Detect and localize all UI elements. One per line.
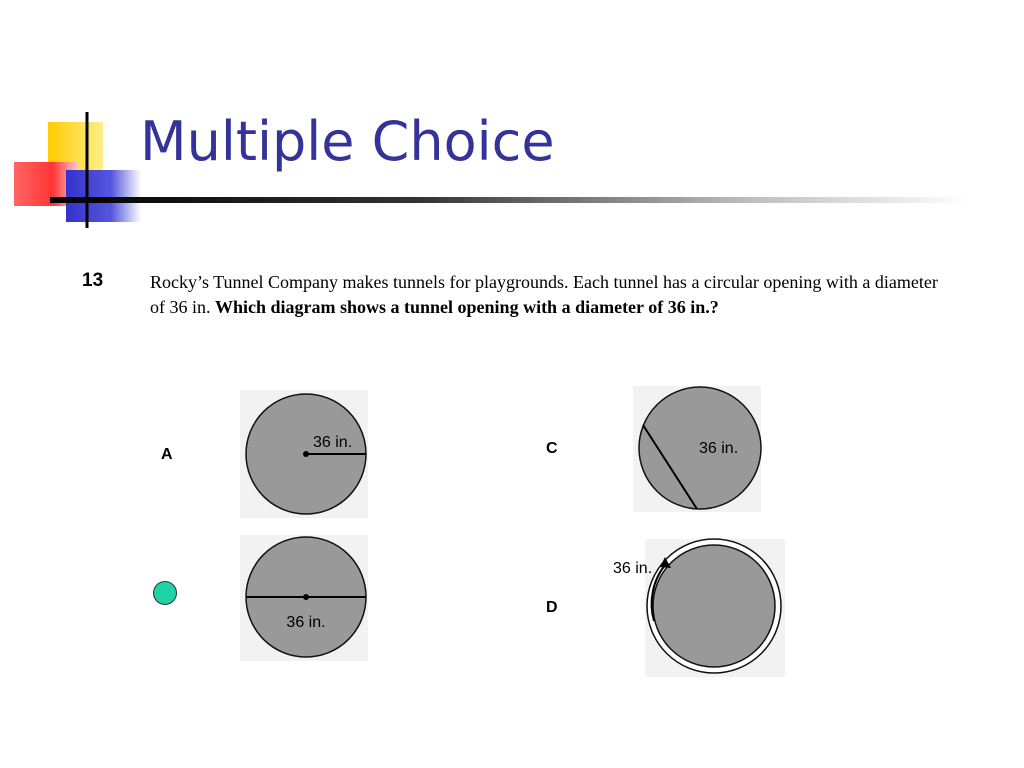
option-b-label: 36 in. (286, 614, 326, 631)
option-b-diagram[interactable] (236, 532, 376, 664)
slide-title: Multiple Choice (140, 110, 555, 173)
option-d-label: 36 in. (613, 560, 653, 577)
option-a-diagram[interactable] (236, 387, 376, 525)
option-d-circle (653, 545, 775, 667)
deco-blue-square (66, 170, 141, 222)
option-c-label: 36 in. (699, 440, 739, 457)
title-decoration (0, 0, 160, 240)
selected-answer-marker (153, 581, 177, 605)
question-text (150, 270, 940, 320)
option-b-center-dot (303, 594, 309, 600)
option-d-diagram[interactable] (605, 535, 790, 681)
option-a-label: 36 in. (313, 434, 353, 451)
question-number: 13 (82, 270, 104, 291)
option-c-diagram[interactable] (627, 383, 767, 517)
option-c-letter: C (546, 440, 558, 457)
question-text-plain: Rocky’s Tunnel Company makes tunnels for playgrounds. Each tunnel has a circular opening with a diameter of 36 in. (150, 272, 938, 317)
question-text-bold: Which diagram shows a tunnel opening with a diameter of 36 in.? (215, 297, 719, 317)
option-a-center-dot (303, 451, 309, 457)
option-a-letter: A (161, 446, 173, 463)
option-d-letter: D (546, 599, 558, 616)
title-underline (50, 197, 970, 203)
